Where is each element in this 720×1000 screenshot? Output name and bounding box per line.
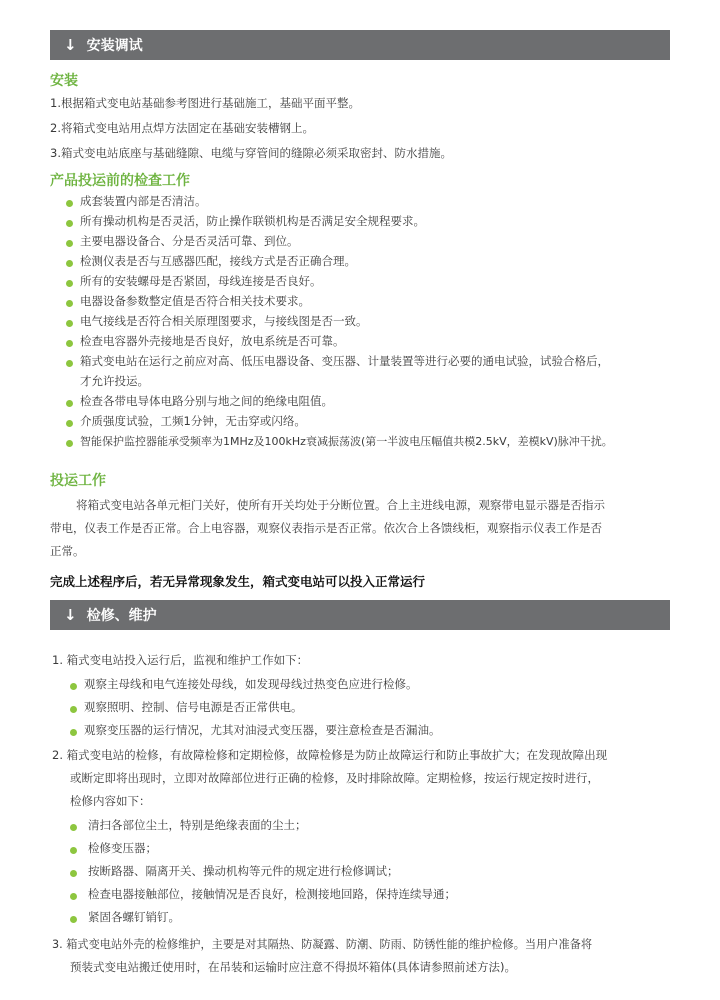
precheck-item: 智能保护监控器能承受频率为1MHz及100kHz衰减振荡波(第一半波电压幅值共模2.5kV，差模kV)脉冲干扰。: [80, 435, 613, 448]
bullet-dot: [70, 916, 77, 923]
section-title: 安装调试: [86, 38, 143, 54]
section-header-install-debug: [50, 30, 670, 60]
maintenance-bullet: 观察主母线和电气连接处母线，如发现母线过热变色应进行检修。: [84, 677, 418, 691]
bullet-dot: [70, 870, 77, 877]
maintenance-bullet: 按断路器、隔离开关、操动机构等元件的规定进行检修调试；: [88, 864, 399, 878]
bullet-dot: [66, 320, 73, 327]
install-item-1: 1.根据箱式变电站基础参考图进行基础施工，基础平面平整。: [50, 96, 360, 110]
bullet-dot: [66, 200, 73, 207]
commission-heading: 投运工作: [50, 473, 106, 489]
commission-line-3: 正常。: [50, 544, 85, 558]
commission-conclusion: 完成上述程序后，若无异常现象发生，箱式变电站可以投入正常运行: [50, 574, 426, 589]
precheck-heading: 产品投运前的检查工作: [50, 173, 190, 189]
bullet-dot: [70, 706, 77, 713]
maintenance-bullet: 观察照明、控制、信号电源是否正常供电。: [84, 700, 303, 714]
bullet-dot: [70, 847, 77, 854]
install-item-3: 3.箱式变电站底座与基础缝隙、电缆与穿管间的缝隙必须采取密封、防水措施。: [50, 146, 452, 160]
maintenance-bullet: 紧固各螺钉销钉。: [88, 910, 180, 924]
maintenance-bullet: 检查电器接触部位，接触情况是否良好，检测接地回路，保持连续导通；: [88, 887, 456, 901]
arrow-down-icon: ↓: [64, 606, 77, 624]
section-header-maintenance: [50, 600, 670, 630]
bullet-dot: [66, 280, 73, 287]
maintenance-bullet: 检修变压器；: [88, 841, 157, 855]
maintenance-bullet: 观察变压器的运行情况，尤其对油浸式变压器，要注意检查是否漏油。: [84, 723, 441, 737]
install-heading: 安装: [50, 73, 78, 89]
section-title: 检修、维护: [86, 608, 157, 624]
maintenance-item-1-lead: 1. 箱式变电站投入运行后，监视和维护工作如下：: [52, 653, 309, 667]
arrow-down-icon: ↓: [64, 36, 77, 54]
maintenance-bullet: 清扫各部位尘土，特别是绝缘表面的尘土；: [88, 818, 307, 832]
precheck-item-continued: 才允许投运。: [80, 374, 149, 388]
commission-line-1: 将箱式变电站各单元柜门关好，使所有开关均处于分断位置。合上主进线电源，观察带电显示器是否指示: [76, 498, 605, 512]
precheck-item: 检测仪表是否与互感器匹配，接线方式是否正确合理。: [80, 254, 356, 268]
bullet-dot: [66, 360, 73, 367]
bullet-dot: [66, 440, 73, 447]
maintenance-item-2-line-2: 或断定即将出现时，立即对故障部位进行正确的检修，及时排除故障。定期检修，按运行规定按时进行，: [70, 771, 599, 785]
precheck-item: 主要电器设备合、分是否灵活可靠、到位。: [80, 234, 299, 248]
bullet-dot: [66, 340, 73, 347]
precheck-item: 电气接线是否符合相关原理图要求，与接线图是否一致。: [80, 314, 368, 328]
precheck-item: 所有的安装螺母是否紧固，母线连接是否良好。: [80, 274, 322, 288]
bullet-dot: [70, 824, 77, 831]
maintenance-item-2-line-3: 检修内容如下：: [70, 794, 151, 808]
maintenance-item-3-line-2: 预装式变电站搬迁使用时，在吊装和运输时应注意不得损坏箱体(具体请参照前述方法)。: [70, 960, 516, 974]
bullet-dot: [66, 240, 73, 247]
precheck-item: 电器设备参数整定值是否符合相关技术要求。: [80, 294, 310, 308]
bullet-dot: [70, 683, 77, 690]
bullet-dot: [70, 729, 77, 736]
bullet-dot: [66, 260, 73, 267]
precheck-item: 检查各带电导体电路分别与地之间的绝缘电阻值。: [80, 394, 333, 408]
precheck-item: 箱式变电站在运行之前应对高、低压电器设备、变压器、计量装置等进行必要的通电试验，试验合格后，: [80, 354, 609, 368]
maintenance-item-3-line-1: 3. 箱式变电站外壳的检修维护，主要是对其隔热、防凝露、防潮、防雨、防锈性能的维护检修。当用户准备将: [52, 938, 593, 951]
maintenance-item-2-line-1: 2. 箱式变电站的检修，有故障检修和定期检修，故障检修是为防止故障运行和防止事故扩大；在发现故障出现: [52, 748, 608, 762]
install-item-2: 2.将箱式变电站用点焊方法固定在基础安装槽钢上。: [50, 121, 314, 135]
bullet-dot: [66, 220, 73, 227]
precheck-item: 成套装置内部是否清洁。: [80, 194, 207, 208]
precheck-item: 所有操动机构是否灵活，防止操作联锁机构是否满足安全规程要求。: [80, 214, 425, 228]
commission-line-2: 带电，仪表工作是否正常。合上电容器，观察仪表指示是否正常。依次合上各馈线柜，观察指示仪表工作是否: [50, 521, 602, 535]
precheck-item: 介质强度试验，工频1分钟，无击穿或闪络。: [80, 414, 306, 428]
bullet-dot: [66, 300, 73, 307]
bullet-dot: [70, 893, 77, 900]
precheck-item: 检查电容器外壳接地是否良好，放电系统是否可靠。: [80, 334, 345, 348]
bullet-dot: [66, 400, 73, 407]
bullet-dot: [66, 420, 73, 427]
